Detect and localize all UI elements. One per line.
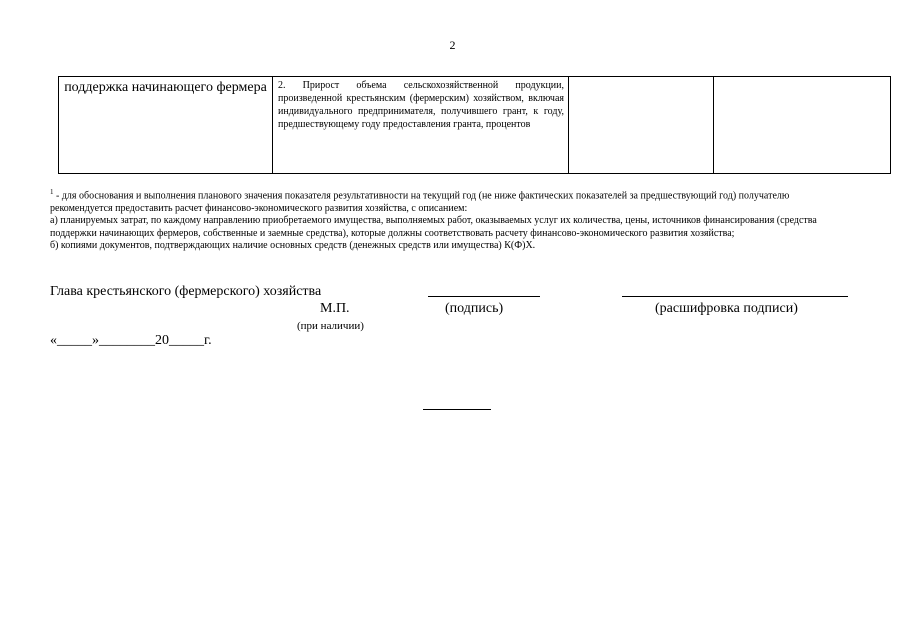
indicator-table: [58, 76, 891, 174]
value-cell-4: [714, 77, 891, 174]
signature-label: (подпись): [445, 301, 504, 316]
indicator-cell: 2. Прирост объема сельскохозяйственной продукции, произведенной крестьянским (фермерским) хозяйством, включая индивидуального предпринимателя, получившего грант, к году, предшествующему году предоставления гранта, процентов: [273, 77, 569, 174]
footnote: [50, 186, 850, 253]
program-cell: поддержка начинающего фермера: [59, 77, 273, 174]
footnote-item-a: а) планируемых затрат, по каждому направлению приобретаемого имущества, выполняемых работ, оказываемых услуг их количества, цены, источников финансирования (средства поддержки начинающих фермеров, собственные и заемные средства), которые должны соответствовать расчету финансово-экономического развития хозяйства;: [50, 215, 817, 239]
decoding-label: (расшифровка подписи): [655, 301, 798, 316]
date-line: «_____»________20_____г.: [50, 333, 212, 348]
footnote-marker: 1: [50, 188, 54, 196]
footnote-item-b: б) копиями документов, подтверждающих наличие основных средств (денежных средств или имущества) К(Ф)Х.: [50, 240, 536, 252]
end-separator: [423, 409, 491, 410]
table-row: [59, 77, 891, 174]
stamp-note: (при наличии): [297, 320, 364, 332]
footnote-line-intro: - для обоснования и выполнения планового значения показателя результативности на текущий год (не ниже фактических показателей за предшествующий год) получателю рекомендуется предоставить расчет финансово-экономического развития хозяйства, с описанием:: [50, 190, 790, 214]
stamp-label: М.П.: [320, 301, 350, 316]
footnote-intro: [50, 186, 850, 215]
value-cell-3: [569, 77, 714, 174]
signature-line: [428, 296, 540, 297]
head-of-farm-label: Глава крестьянского (фермерского) хозяйства: [50, 284, 322, 299]
decoding-line: [622, 296, 848, 297]
page-number: 2: [449, 38, 456, 52]
